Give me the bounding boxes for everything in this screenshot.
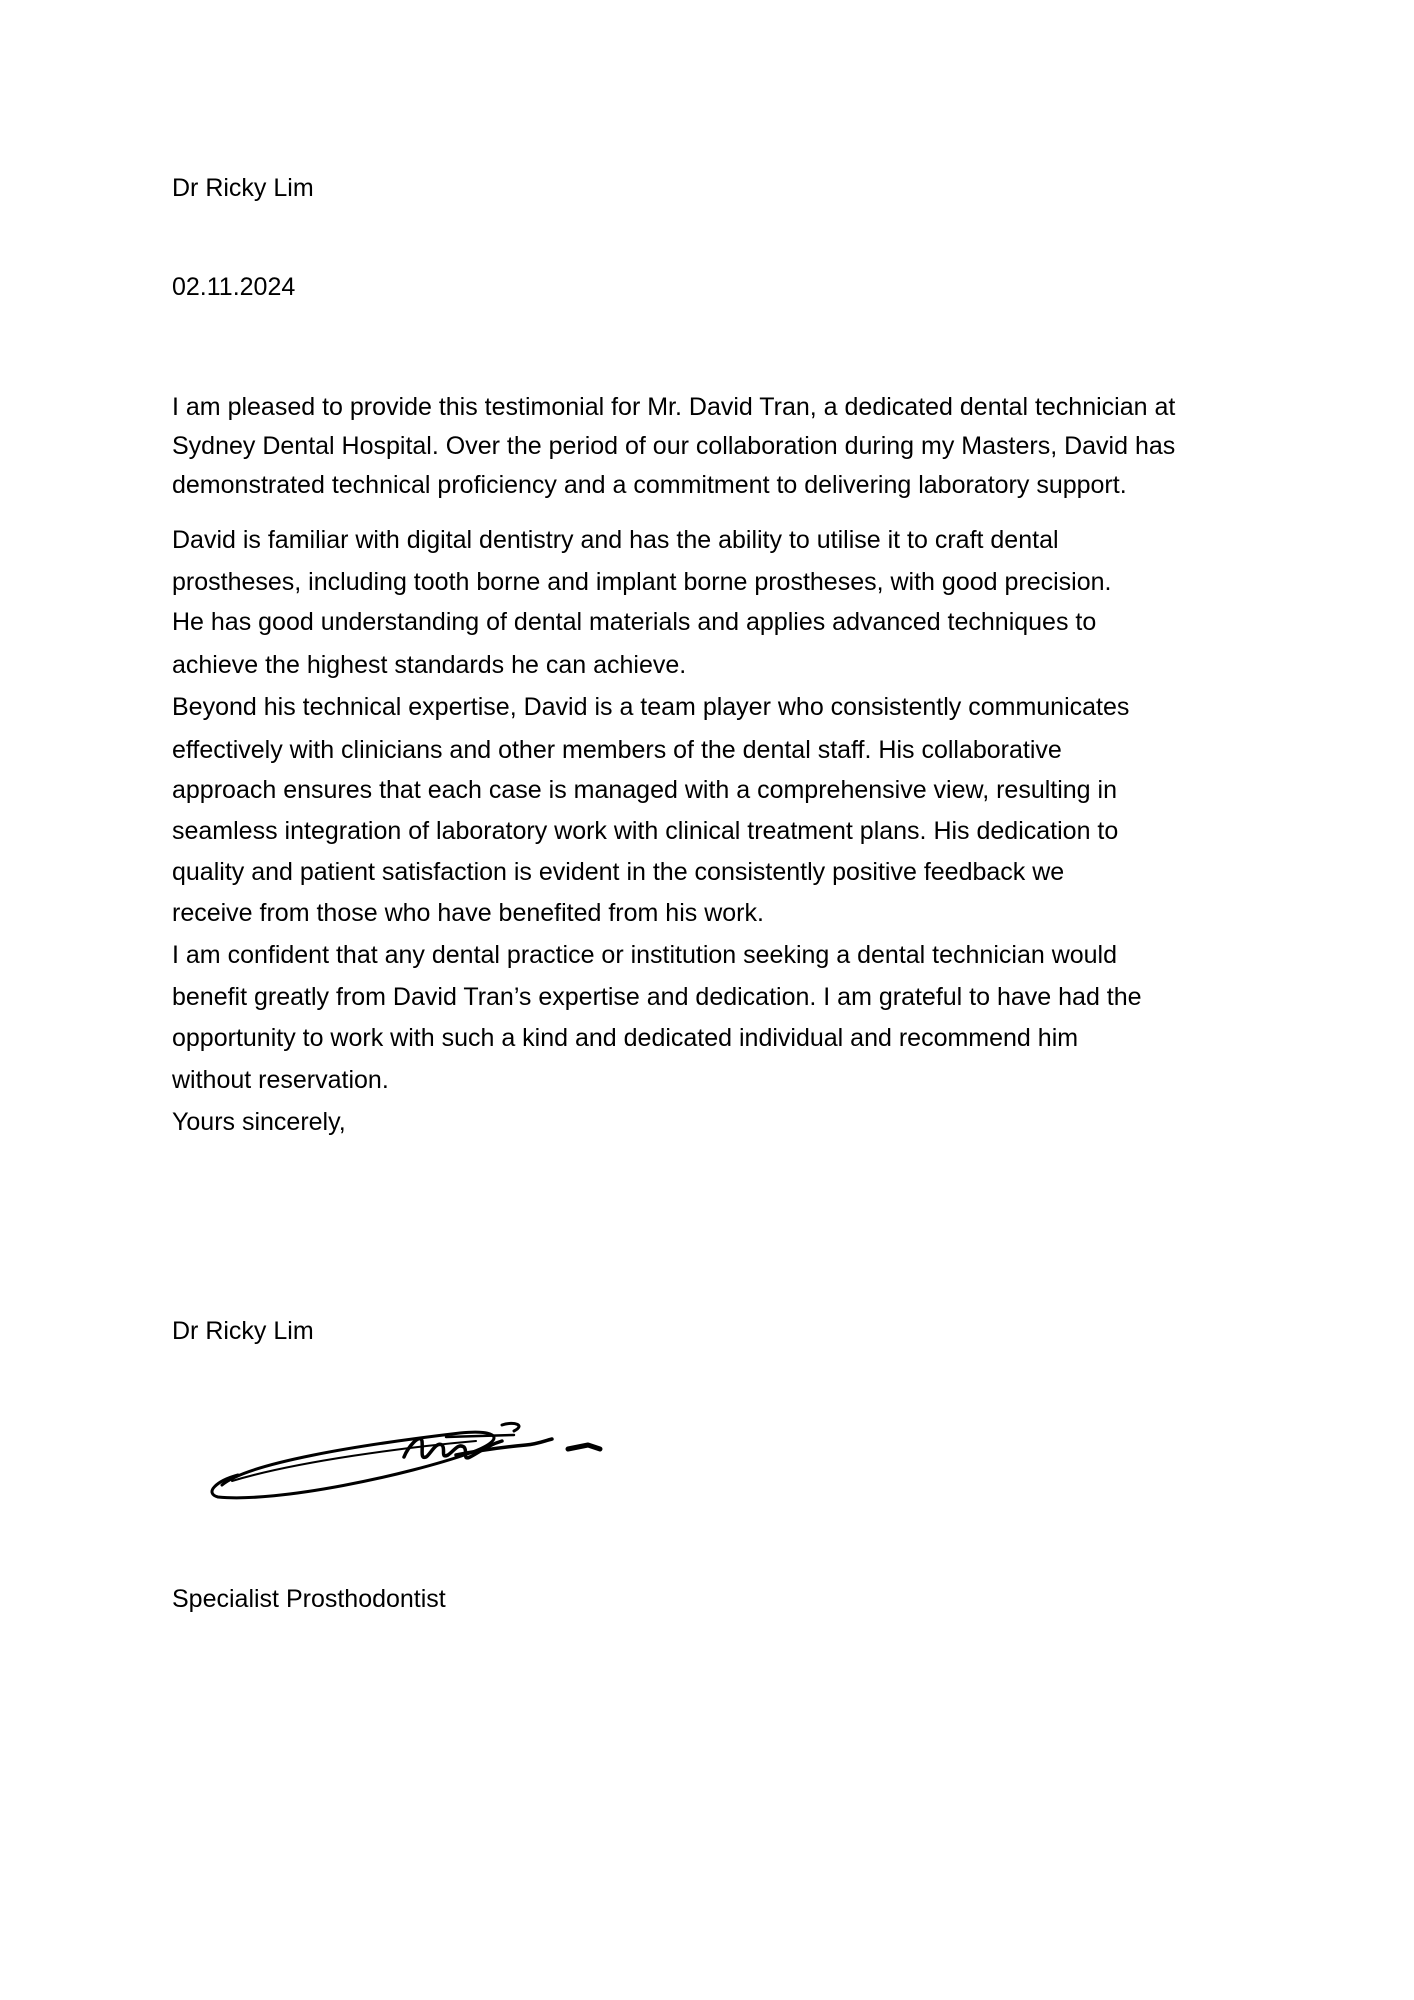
- closing: Yours sincerely,: [172, 1108, 346, 1136]
- body-line: seamless integration of laboratory work with clinical treatment plans. His dedication to: [172, 817, 1119, 845]
- body-line: I am confident that any dental practice or institution seeking a dental technician would: [172, 941, 1118, 969]
- body-line: prostheses, including tooth borne and implant borne prostheses, with good precision.: [172, 568, 1112, 596]
- body-line: quality and patient satisfaction is evident in the consistently positive feedback we: [172, 858, 1065, 886]
- body-line: approach ensures that each case is managed with a comprehensive view, resulting in: [172, 776, 1117, 804]
- body-line: demonstrated technical proficiency and a commitment to delivering laboratory support.: [172, 471, 1127, 499]
- body-line: benefit greatly from David Tran’s expertise and dedication. I am grateful to have had the: [172, 983, 1142, 1011]
- signature-icon: [208, 1395, 618, 1505]
- body-line: David is familiar with digital dentistry and has the ability to utilise it to craft dental: [172, 526, 1059, 554]
- body-line: Sydney Dental Hospital. Over the period of our collaboration during my Masters, David has: [172, 432, 1176, 460]
- signer-name: Dr Ricky Lim: [172, 1317, 314, 1345]
- letter-date: 02.11.2024: [172, 273, 296, 301]
- body-line: without reservation.: [172, 1066, 389, 1094]
- body-line: achieve the highest standards he can achieve.: [172, 651, 687, 679]
- body-line: opportunity to work with such a kind and dedicated individual and recommend him: [172, 1024, 1079, 1052]
- body-line: Beyond his technical expertise, David is a team player who consistently communicates: [172, 693, 1130, 721]
- body-line: He has good understanding of dental materials and applies advanced techniques to: [172, 608, 1097, 636]
- body-line: effectively with clinicians and other members of the dental staff. His collaborative: [172, 736, 1062, 764]
- signer-title: Specialist Prosthodontist: [172, 1585, 446, 1613]
- body-line: receive from those who have benefited from his work.: [172, 899, 764, 927]
- sender-name: Dr Ricky Lim: [172, 174, 314, 202]
- body-line: I am pleased to provide this testimonial for Mr. David Tran, a dedicated dental technician at: [172, 393, 1176, 421]
